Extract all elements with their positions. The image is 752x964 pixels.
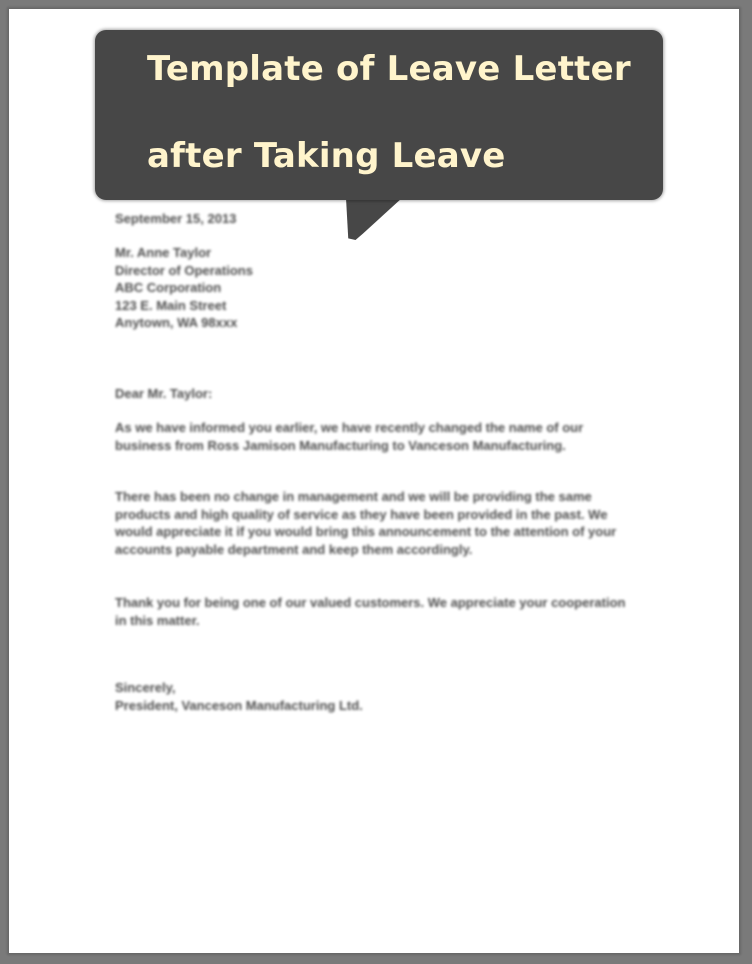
callout-title-line-2: after Taking Leave: [147, 136, 506, 176]
salutation: Dear Mr. Taylor:: [115, 386, 213, 401]
recipient-street: 123 E. Main Street: [115, 297, 227, 313]
recipient-title: Director of Operations: [115, 262, 253, 278]
recipient-name: Mr. Anne Taylor: [115, 245, 212, 260]
letter-paragraph: Thank you for being one of our valued customers. We appreciate your cooperation in this matter.: [115, 595, 626, 628]
recipient-block: [115, 244, 627, 332]
recipient-city: Anytown, WA 98xxx: [115, 315, 238, 330]
letter-paragraph: As we have informed you earlier, we have recently changed the name of our business from Ross Jamison Manufacturing to Vanceson Manufacturing.: [115, 420, 584, 453]
letter-paragraph: There has been no change in management and we will be providing the same products and high quality of service as they have been provided in the past. We would appreciate it if you would bring this announcement to the attention of your accounts payable department and keep them accordingly.: [115, 489, 617, 557]
closing: Sincerely,: [115, 680, 176, 695]
callout-title-line-1: Template of Leave Letter: [147, 49, 631, 89]
closing-block: [115, 679, 627, 714]
recipient-company: ABC Corporation: [115, 280, 222, 295]
letter-date: September 15, 2013: [115, 211, 237, 226]
signature: President, Vanceson Manufacturing Ltd.: [115, 697, 363, 713]
